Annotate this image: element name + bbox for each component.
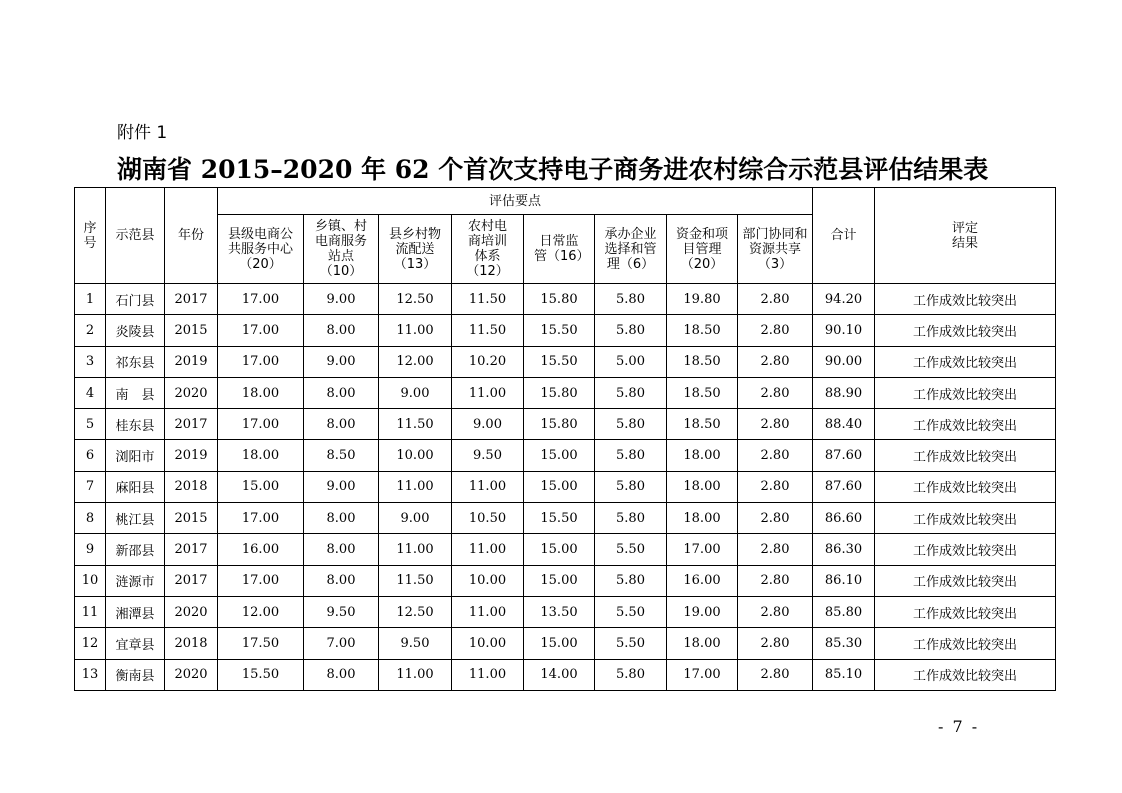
county-cell: 南 县 [106, 377, 165, 408]
table-row [75, 503, 1056, 534]
score-cell: 16.00 [218, 534, 304, 565]
score-cell: 5.80 [595, 315, 667, 346]
score-cell: 15.00 [524, 440, 595, 471]
year-cell: 2017 [165, 534, 218, 565]
score-cell: 14.00 [524, 659, 595, 690]
score-cell: 17.00 [218, 315, 304, 346]
county-cell: 桃江县 [106, 503, 165, 534]
score-cell: 2.80 [738, 346, 813, 377]
total-cell: 86.30 [813, 534, 875, 565]
score-cell: 8.00 [304, 409, 379, 440]
score-cell: 5.80 [595, 503, 667, 534]
score-cell: 9.00 [304, 284, 379, 315]
score-cell: 11.00 [452, 377, 524, 408]
score-cell: 5.80 [595, 565, 667, 596]
table-row [75, 284, 1056, 315]
county-cell: 桂东县 [106, 409, 165, 440]
score-cell: 12.50 [379, 596, 452, 627]
score-cell: 15.00 [524, 565, 595, 596]
header-criterion: 农村电商培训体系（12） [452, 215, 524, 284]
score-cell: 11.00 [452, 471, 524, 502]
result-cell: 工作成效比较突出 [875, 659, 1056, 690]
score-cell: 5.80 [595, 409, 667, 440]
row-index-cell: 1 [75, 284, 106, 315]
score-cell: 15.00 [524, 471, 595, 502]
score-cell: 11.00 [452, 534, 524, 565]
score-cell: 19.80 [667, 284, 738, 315]
results-table [74, 187, 1056, 691]
header-evaluation-group: 评估要点 [218, 188, 813, 215]
score-cell: 5.80 [595, 659, 667, 690]
total-cell: 88.90 [813, 377, 875, 408]
score-cell: 2.80 [738, 534, 813, 565]
score-cell: 12.00 [379, 346, 452, 377]
score-cell: 2.80 [738, 440, 813, 471]
score-cell: 5.50 [595, 534, 667, 565]
header-criterion: 县级电商公共服务中心（20） [218, 215, 304, 284]
score-cell: 17.00 [218, 284, 304, 315]
header-criterion: 承办企业选择和管理（6） [595, 215, 667, 284]
score-cell: 9.50 [452, 440, 524, 471]
score-cell: 8.50 [304, 440, 379, 471]
county-cell: 湘潭县 [106, 596, 165, 627]
score-cell: 11.00 [379, 534, 452, 565]
score-cell: 5.80 [595, 284, 667, 315]
county-cell: 祁东县 [106, 346, 165, 377]
total-cell: 85.30 [813, 628, 875, 659]
header-county: 示范县 [106, 188, 165, 284]
score-cell: 15.00 [524, 628, 595, 659]
results-table-body [75, 284, 1056, 691]
score-cell: 18.50 [667, 315, 738, 346]
row-index-cell: 5 [75, 409, 106, 440]
table-row [75, 565, 1056, 596]
total-cell: 90.00 [813, 346, 875, 377]
score-cell: 9.00 [379, 377, 452, 408]
row-index-cell: 7 [75, 471, 106, 502]
county-cell: 麻阳县 [106, 471, 165, 502]
result-cell: 工作成效比较突出 [875, 503, 1056, 534]
result-cell: 工作成效比较突出 [875, 471, 1056, 502]
total-cell: 85.80 [813, 596, 875, 627]
header-total: 合计 [813, 188, 875, 284]
result-cell: 工作成效比较突出 [875, 284, 1056, 315]
county-cell: 衡南县 [106, 659, 165, 690]
score-cell: 18.00 [218, 377, 304, 408]
score-cell: 18.50 [667, 346, 738, 377]
table-row [75, 628, 1056, 659]
score-cell: 19.00 [667, 596, 738, 627]
total-cell: 87.60 [813, 471, 875, 502]
score-cell: 9.00 [379, 503, 452, 534]
table-row [75, 471, 1056, 502]
score-cell: 11.50 [452, 284, 524, 315]
county-cell: 浏阳市 [106, 440, 165, 471]
table-row [75, 659, 1056, 690]
score-cell: 2.80 [738, 503, 813, 534]
score-cell: 8.00 [304, 659, 379, 690]
county-cell: 新邵县 [106, 534, 165, 565]
header-year: 年份 [165, 188, 218, 284]
header-index: 序号 [75, 188, 106, 284]
score-cell: 16.00 [667, 565, 738, 596]
score-cell: 17.50 [218, 628, 304, 659]
table-row [75, 534, 1056, 565]
score-cell: 18.00 [667, 628, 738, 659]
row-index-cell: 11 [75, 596, 106, 627]
row-index-cell: 8 [75, 503, 106, 534]
score-cell: 8.00 [304, 315, 379, 346]
score-cell: 9.50 [304, 596, 379, 627]
score-cell: 11.50 [379, 565, 452, 596]
total-cell: 85.10 [813, 659, 875, 690]
header-criterion: 部门协同和资源共享（3） [738, 215, 813, 284]
score-cell: 2.80 [738, 377, 813, 408]
document-title: 湖南省 2015–2020 年 62 个首次支持电子商务进农村综合示范县评估结果表 [117, 155, 989, 184]
score-cell: 2.80 [738, 596, 813, 627]
score-cell: 17.00 [218, 503, 304, 534]
score-cell: 9.50 [379, 628, 452, 659]
header-criterion: 乡镇、村电商服务站点（10） [304, 215, 379, 284]
result-cell: 工作成效比较突出 [875, 440, 1056, 471]
score-cell: 8.00 [304, 503, 379, 534]
score-cell: 15.80 [524, 377, 595, 408]
score-cell: 18.00 [667, 503, 738, 534]
score-cell: 2.80 [738, 565, 813, 596]
score-cell: 12.00 [218, 596, 304, 627]
score-cell: 10.00 [452, 628, 524, 659]
score-cell: 10.00 [379, 440, 452, 471]
score-cell: 2.80 [738, 409, 813, 440]
score-cell: 15.00 [524, 534, 595, 565]
score-cell: 15.50 [524, 503, 595, 534]
year-cell: 2020 [165, 659, 218, 690]
table-row [75, 377, 1056, 408]
score-cell: 18.00 [218, 440, 304, 471]
result-cell: 工作成效比较突出 [875, 565, 1056, 596]
row-index-cell: 2 [75, 315, 106, 346]
header-criterion: 资金和项目管理（20） [667, 215, 738, 284]
score-cell: 2.80 [738, 659, 813, 690]
year-cell: 2019 [165, 346, 218, 377]
score-cell: 11.50 [452, 315, 524, 346]
year-cell: 2019 [165, 440, 218, 471]
score-cell: 17.00 [218, 346, 304, 377]
year-cell: 2018 [165, 471, 218, 502]
score-cell: 11.00 [379, 315, 452, 346]
score-cell: 5.50 [595, 596, 667, 627]
total-cell: 87.60 [813, 440, 875, 471]
header-criterion: 日常监管（16） [524, 215, 595, 284]
result-cell: 工作成效比较突出 [875, 346, 1056, 377]
year-cell: 2018 [165, 628, 218, 659]
header-criterion: 县乡村物流配送（13） [379, 215, 452, 284]
score-cell: 5.80 [595, 377, 667, 408]
row-index-cell: 6 [75, 440, 106, 471]
score-cell: 15.80 [524, 284, 595, 315]
table-row [75, 409, 1056, 440]
score-cell: 11.50 [379, 409, 452, 440]
score-cell: 5.80 [595, 471, 667, 502]
header-result: 评定结果 [875, 188, 1056, 284]
score-cell: 11.00 [379, 659, 452, 690]
table-row [75, 440, 1056, 471]
attachment-label: 附件 1 [117, 123, 168, 143]
score-cell: 10.50 [452, 503, 524, 534]
year-cell: 2015 [165, 503, 218, 534]
score-cell: 8.00 [304, 534, 379, 565]
year-cell: 2017 [165, 284, 218, 315]
score-cell: 8.00 [304, 565, 379, 596]
score-cell: 2.80 [738, 315, 813, 346]
page-number: - 7 - [938, 717, 980, 736]
score-cell: 2.80 [738, 284, 813, 315]
result-cell: 工作成效比较突出 [875, 409, 1056, 440]
result-cell: 工作成效比较突出 [875, 377, 1056, 408]
result-cell: 工作成效比较突出 [875, 596, 1056, 627]
score-cell: 10.20 [452, 346, 524, 377]
total-cell: 86.60 [813, 503, 875, 534]
score-cell: 17.00 [218, 565, 304, 596]
score-cell: 17.00 [218, 409, 304, 440]
row-index-cell: 13 [75, 659, 106, 690]
score-cell: 2.80 [738, 471, 813, 502]
result-cell: 工作成效比较突出 [875, 315, 1056, 346]
score-cell: 15.50 [218, 659, 304, 690]
result-cell: 工作成效比较突出 [875, 534, 1056, 565]
score-cell: 15.50 [524, 315, 595, 346]
total-cell: 94.20 [813, 284, 875, 315]
score-cell: 18.00 [667, 471, 738, 502]
score-cell: 13.50 [524, 596, 595, 627]
row-index-cell: 4 [75, 377, 106, 408]
row-index-cell: 3 [75, 346, 106, 377]
county-cell: 石门县 [106, 284, 165, 315]
score-cell: 17.00 [667, 659, 738, 690]
row-index-cell: 12 [75, 628, 106, 659]
score-cell: 17.00 [667, 534, 738, 565]
total-cell: 90.10 [813, 315, 875, 346]
score-cell: 18.50 [667, 377, 738, 408]
table-row [75, 596, 1056, 627]
score-cell: 18.50 [667, 409, 738, 440]
score-cell: 5.00 [595, 346, 667, 377]
table-row [75, 315, 1056, 346]
result-cell: 工作成效比较突出 [875, 628, 1056, 659]
score-cell: 11.00 [452, 659, 524, 690]
score-cell: 15.50 [524, 346, 595, 377]
score-cell: 8.00 [304, 377, 379, 408]
score-cell: 9.00 [452, 409, 524, 440]
year-cell: 2017 [165, 565, 218, 596]
county-cell: 炎陵县 [106, 315, 165, 346]
score-cell: 9.00 [304, 471, 379, 502]
score-cell: 18.00 [667, 440, 738, 471]
score-cell: 11.00 [452, 596, 524, 627]
table-row [75, 346, 1056, 377]
score-cell: 2.80 [738, 628, 813, 659]
score-cell: 7.00 [304, 628, 379, 659]
score-cell: 5.50 [595, 628, 667, 659]
row-index-cell: 10 [75, 565, 106, 596]
county-cell: 涟源市 [106, 565, 165, 596]
score-cell: 11.00 [379, 471, 452, 502]
year-cell: 2020 [165, 596, 218, 627]
total-cell: 88.40 [813, 409, 875, 440]
score-cell: 5.80 [595, 440, 667, 471]
score-cell: 12.50 [379, 284, 452, 315]
score-cell: 15.80 [524, 409, 595, 440]
score-cell: 9.00 [304, 346, 379, 377]
year-cell: 2020 [165, 377, 218, 408]
score-cell: 10.00 [452, 565, 524, 596]
county-cell: 宜章县 [106, 628, 165, 659]
year-cell: 2017 [165, 409, 218, 440]
year-cell: 2015 [165, 315, 218, 346]
score-cell: 15.00 [218, 471, 304, 502]
row-index-cell: 9 [75, 534, 106, 565]
total-cell: 86.10 [813, 565, 875, 596]
